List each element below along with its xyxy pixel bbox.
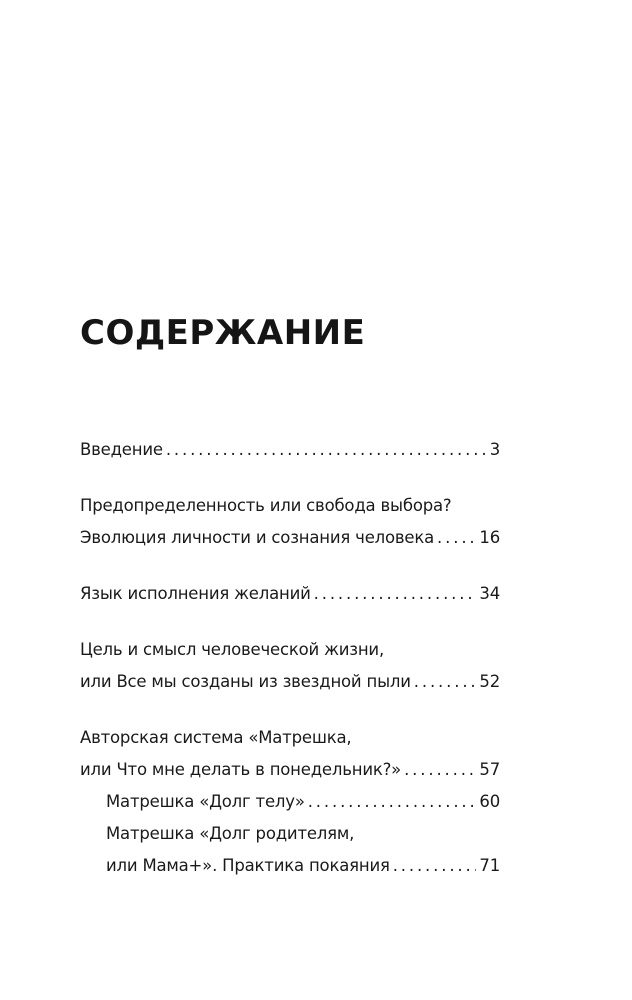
toc-page-number: 16 [479,528,500,547]
toc-entry-matryoshka [80,722,500,786]
page-title: СОДЕРЖАНИЕ [80,313,366,353]
toc-page-number: 3 [489,440,500,459]
toc-entry-subtitle: или Все мы созданы из звездной пыли [80,672,411,691]
dot-leader [393,850,477,882]
toc-page-number: 60 [479,792,500,811]
toc-entry-title: Матрешка «Долг родителям, [106,824,355,843]
table-of-contents [80,434,500,882]
toc-entry-subtitle: или Что мне делать в понедельник?» [80,760,402,779]
toc-entry-parents-debt [80,818,500,882]
toc-page-number: 57 [479,760,500,779]
dot-leader [404,754,476,786]
toc-entry-title: Введение [80,440,163,459]
toc-entry-title: Язык исполнения желаний [80,584,311,603]
toc-entry-title: Авторская система «Матрешка, [80,728,352,747]
toc-entry-wishes [80,578,500,610]
dot-leader [414,666,477,698]
dot-leader [166,434,487,466]
dot-leader [314,578,477,610]
toc-entry-predestination [80,490,500,554]
toc-entry-title: Предопределенность или свобода выбора? [80,496,452,515]
toc-entry-title: Цель и смысл человеческой жизни, [80,640,384,659]
toc-entry-intro [80,434,500,466]
dot-leader [308,786,477,818]
toc-page-number: 34 [479,584,500,603]
toc-entry-subtitle: или Мама+». Практика покаяния [106,856,390,875]
toc-page-number: 71 [479,856,500,875]
toc-entry-body-debt [80,786,500,818]
toc-page-number: 52 [479,672,500,691]
toc-entry-title: Матрешка «Долг телу» [106,792,305,811]
dot-leader [437,522,476,554]
toc-entry-subtitle: Эволюция личности и сознания человека [80,528,435,547]
toc-entry-meaning [80,634,500,698]
